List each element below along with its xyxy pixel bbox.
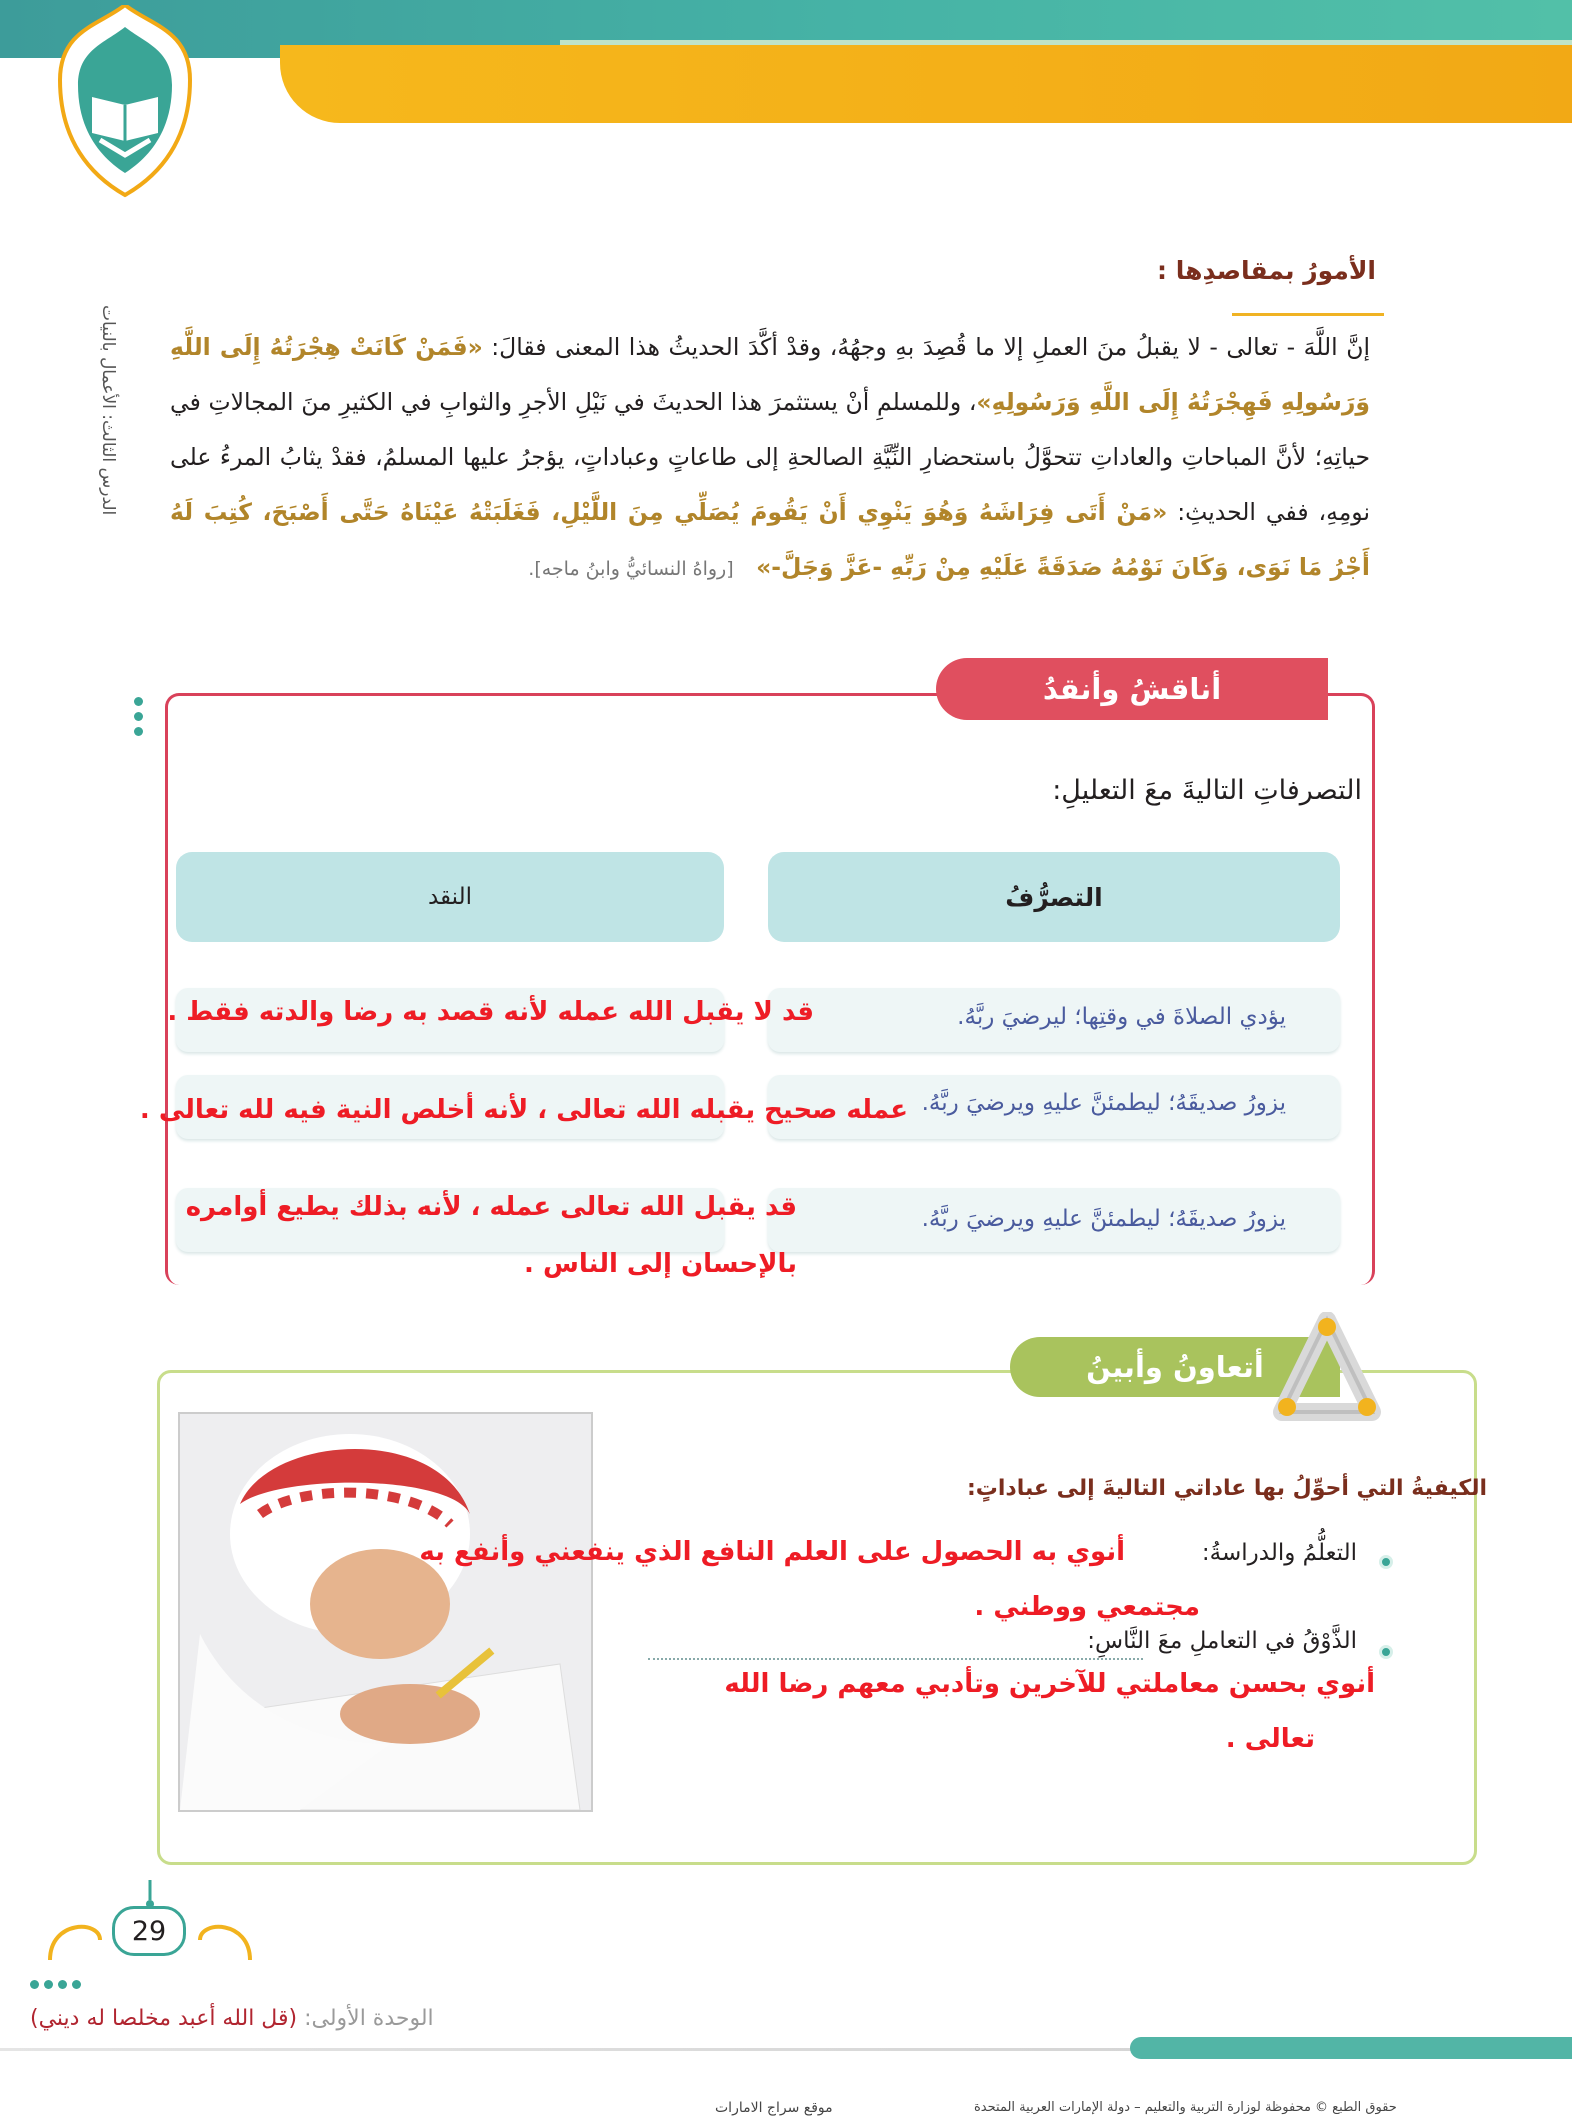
answer-dotted-line — [648, 1658, 1143, 1660]
bullet-icon — [1379, 1555, 1393, 1569]
discuss-subheading: التصرفاتِ التاليةَ معَ التعليلِ: — [1052, 775, 1362, 806]
page-number: 29 — [112, 1906, 186, 1956]
bullet-icon — [1379, 1645, 1393, 1659]
hadith-quote-2: «مَنْ أَتَى فِرَاشَهُ وَهُوَ يَنْوِي أَنْ يَقُومَ يُصَلِّي مِنَ اللَّيْلِ، فَغَلَبَتْهُ عَيْنَاهُ حَتَّى أَصْبَحَ، كُتِبَ لَهُ أَجْرُ مَا نَوَى، وَكَانَ نَوْمُهُ صَدَقَةً عَلَيْهِ مِنْ رَبِّهِ -عَزَّ وَجَلَّ-» — [170, 498, 1370, 581]
footer-dots — [30, 1974, 86, 1993]
unit-label-text: الوحدة الأولى: — [297, 2006, 434, 2031]
habit-answer-2a: أنوي بحسن معاملتي للآخرين وتأدبي معهم رضا الله — [724, 1669, 1375, 1699]
section-title-underline — [1232, 313, 1384, 316]
triangle-puzzle-icon — [1272, 1312, 1382, 1427]
action-cell-1: يؤدي الصلاةَ في وقتِها؛ ليرضيَ ربَّهُ. — [957, 1004, 1286, 1030]
critique-answer-3b: بالإحسان إلى الناس . — [524, 1249, 797, 1279]
critique-answer-3a: قد يقبل الله تعالى عمله ، لأنه بذلك يطيع أوامره — [185, 1192, 797, 1222]
hadith-quote-1: «فَمَنْ كَانَتْ هِجْرَتُهُ إِلَى اللَّهِ وَرَسُولِهِ فَهِجْرَتُهُ إِلَى اللَّهِ وَرَسُولِهِ» — [170, 333, 1370, 416]
habit-answer-1a: أنوي به الحصول على العلم النافع الذي ينفعني وأنفع به — [419, 1537, 1125, 1567]
action-cell-2: يزورُ صديقَهُ؛ ليطمئنَّ عليهِ ويرضيَ ربَّهُ. — [921, 1090, 1286, 1116]
cooperate-question: الكيفيةُ التي أحوِّلُ بها عاداتي التاليةَ إلى عباداتٍ: — [966, 1476, 1487, 1501]
habit-label-2: الذَّوْقُ في التعاملِ معَ النَّاسِ: — [1087, 1628, 1357, 1654]
cooperate-tab: أتعاونُ وأبينُ — [1010, 1337, 1340, 1397]
habit-answer-1b: مجتمعي ووطني . — [974, 1592, 1200, 1622]
unit-label — [30, 2006, 434, 2031]
table-header-critique: النقد — [176, 852, 724, 942]
copyright-notice: حقوق الطبع © محفوظة لوزارة التربية والتعليم – دولة الإمارات العربية المتحدة — [974, 2100, 1397, 2115]
discuss-tab: أناقشُ وأنقدُ — [936, 658, 1328, 720]
habit-answer-2b: تعالى . — [1225, 1724, 1315, 1754]
habit-label-1: التعلُّمُ والدراسةُ: — [1201, 1540, 1357, 1566]
unit-title: (قل الله أعبد مخلصا له ديني) — [30, 2006, 298, 2031]
side-dots — [134, 697, 144, 742]
student-writing-photo — [178, 1412, 593, 1812]
hadith-reference: [رواهُ النسائيُّ وابنُ ماجه]. — [528, 558, 734, 580]
footer-accent-bar — [1130, 2037, 1572, 2059]
table-header-action: التصرُّفُ — [768, 852, 1340, 942]
side-lesson-title: الدرس الثالث: الأعمال بالنيات — [98, 304, 118, 516]
action-cell-3: يزورُ صديقَهُ؛ ليطمئنَّ عليهِ ويرضيَ ربَّهُ. — [921, 1206, 1286, 1232]
critique-answer-1: قد لا يقبل الله عمله لأنه قصد به رضا والدته فقط . — [167, 997, 814, 1027]
section-title: الأمورُ بمقاصدِها : — [1157, 256, 1376, 285]
quran-book-icon — [40, 5, 210, 200]
paragraph-middle: ، وللمسلمِ أنْ يستثمرَ هذا الحديثَ في نَيْلِ الأجرِ والثوابِ في الكثيرِ منَ المجالاتِ في حياتِهِ؛ لأنَّ المباحاتِ والعاداتِ تتحوَّلُ باستحضارِ النِّيَّةِ الصالحةِ إلى طاعاتٍ وعباداتٍ، يؤجرُ عليها المسلمُ، فقدْ يثابُ المرءُ على نومِهِ، ففي الحديثِ: — [170, 388, 1370, 526]
paragraph-start: إنَّ اللَّهَ - تعالى - لا يقبلُ منَ العملِ إلا ما قُصِدَ بهِ وجهُهُ، وقدْ أكَّدَ الحديثُ هذا المعنى فقالَ: — [482, 333, 1370, 361]
section-paragraph — [170, 320, 1370, 597]
critique-answer-2: عمله صحيح يقبله الله تعالى ، لأنه أخلص النية فيه لله تعالى . — [139, 1095, 908, 1125]
site-name: موقع سراج الامارات — [715, 2100, 833, 2116]
header-band-orange — [280, 45, 1572, 123]
